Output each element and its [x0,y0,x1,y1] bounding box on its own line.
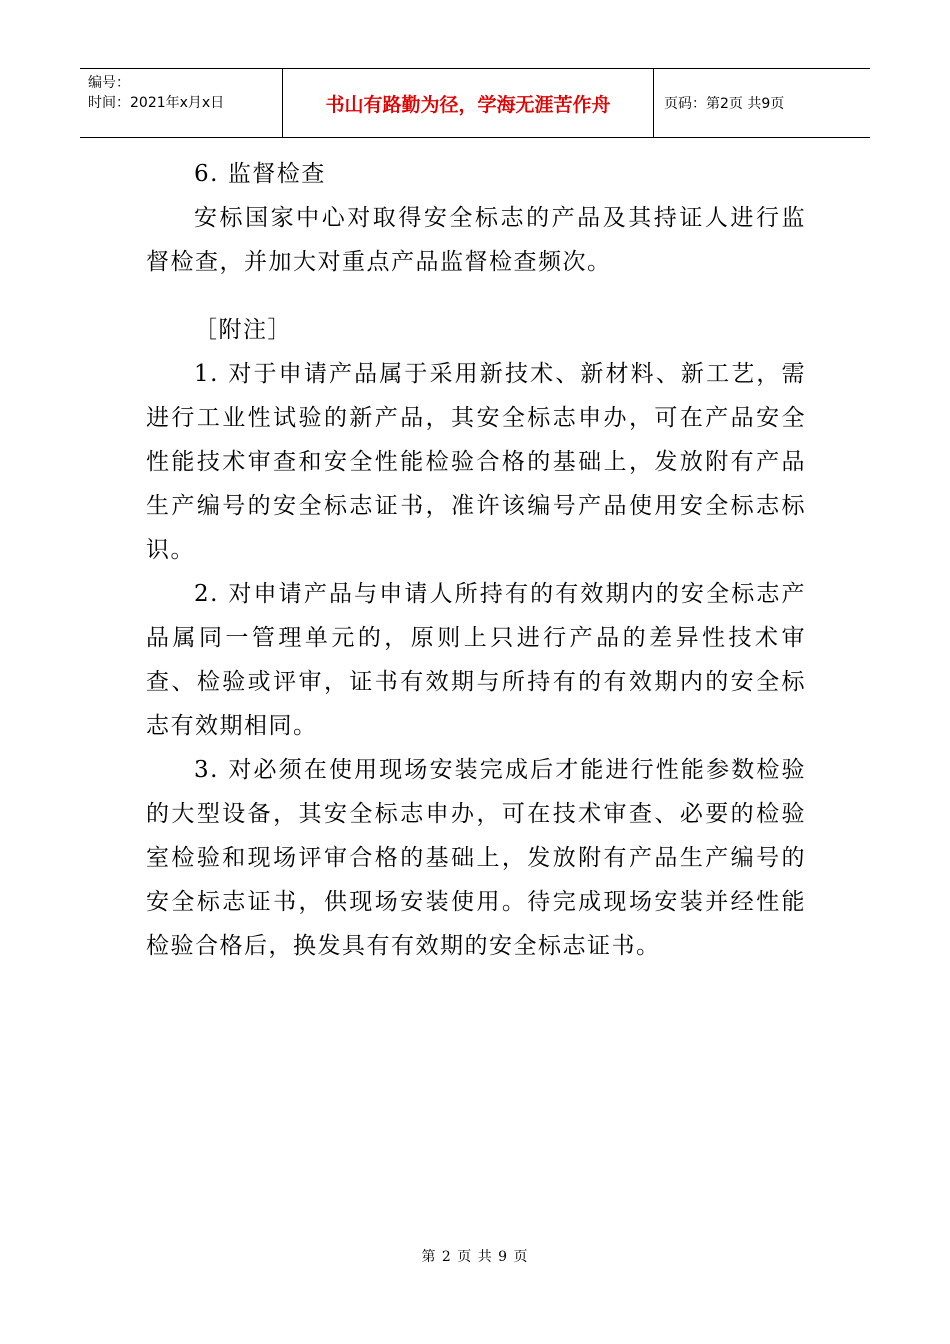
document-body [146,152,806,968]
note-item-2: 2. 对申请产品与申请人所持有的有效期内的安全标志产品属同一管理单元的，原则上只进行产品的差异性技术审查、检验或评审，证书有效期与所持有的有效期内的安全标志有效期相同。 [146,581,806,739]
note-item-3: 3. 对必须在使用现场安装完成后才能进行性能参数检验的大型设备，其安全标志申办，可在技术审查、必要的检验室检验和现场评审合格的基础上，发放附有产品生产编号的安全标志证书，供现场安装使用。待完成现场安装并经性能检验合格后，换发具有有效期的安全标志证书。 [146,757,806,959]
section-heading: 6. 监督检查 [194,161,326,187]
document-number-label: 编号： [88,75,130,91]
page-header [80,68,870,138]
note-item-1: 1. 对于申请产品属于采用新技术、新材料、新工艺，需进行工业性试验的新产品，其安全标志申办，可在产品安全性能技术审查和安全性能检验合格的基础上，发放附有产品生产编号的安全标志证书，准许该编号产品使用安全标志标识。 [146,361,806,563]
header-meta [80,69,282,137]
paragraph-spacer [146,284,806,308]
note-title: ［附注］ [194,317,292,343]
page-footer: 第 2 页 共 9 页 [421,1249,529,1265]
section-paragraph: 安标国家中心对取得安全标志的产品及其持证人进行监督检查，并加大对重点产品监督检查频次。 [146,205,806,275]
header-motto: 书山有路勤为径，学海无涯苦作舟 [282,69,654,137]
header-page-info: 页码：第2页 共9页 [664,96,785,112]
document-time-label: 时间：2021年x月x日 [88,95,225,111]
